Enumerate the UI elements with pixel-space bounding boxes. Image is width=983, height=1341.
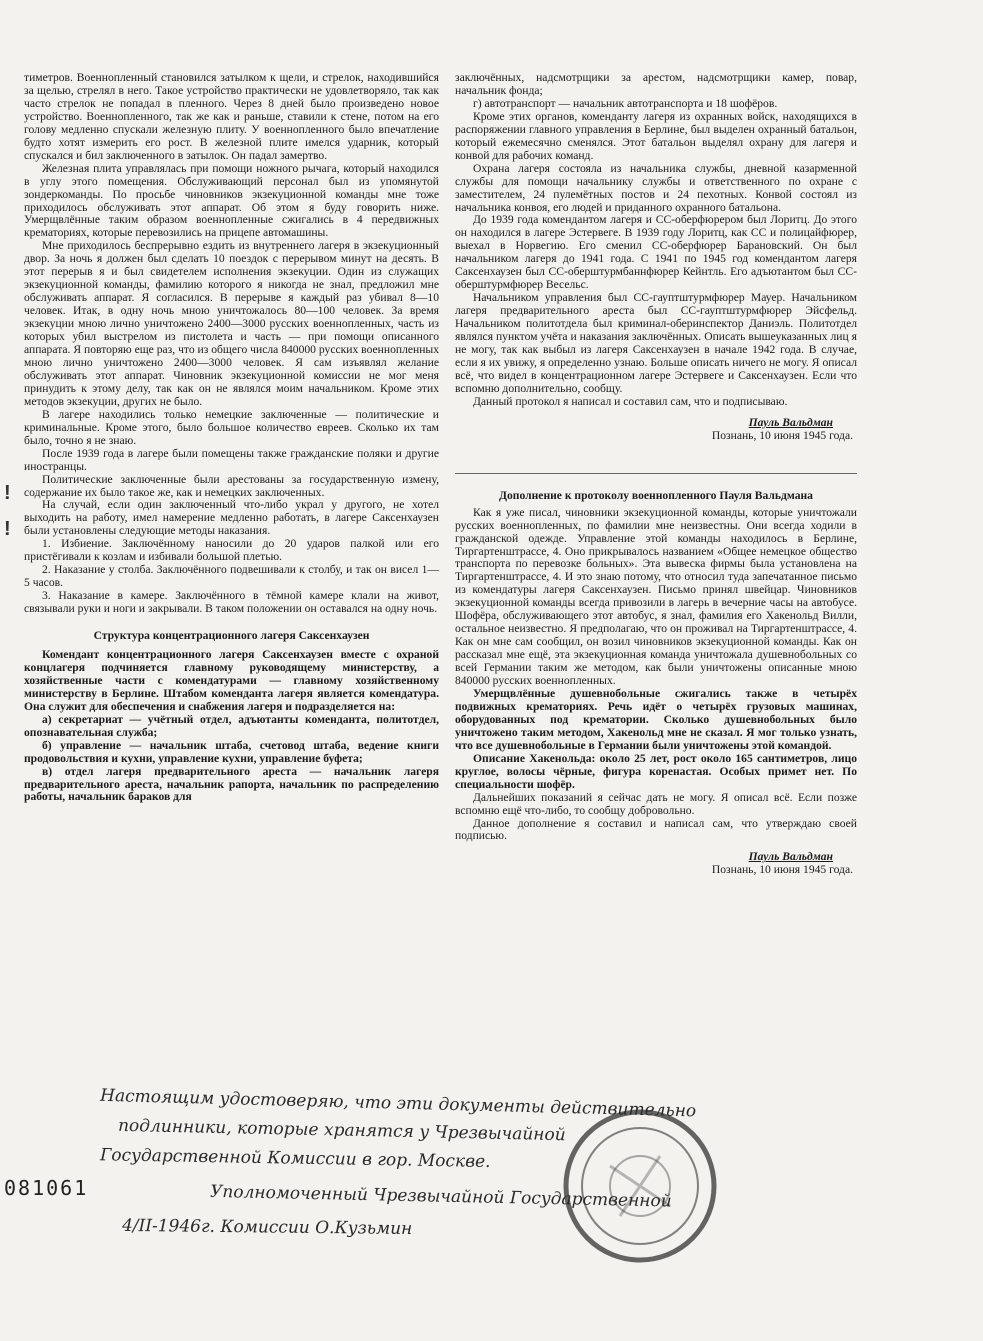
handwritten-certification-line: подлинники, которые хранятся у Чрезвычайной xyxy=(117,1115,566,1146)
paragraph: Политические заключенные были арестованы за государственную измену, содержание их было такое же, как и немецких заключенных. xyxy=(24,472,439,499)
paragraph: Комендант концентрационного лагеря Саксенхаузен вместе с охраной концлагеря подчиняется главному руководящему министерству, а хозяйственные части с комендатурами — главному хозяйственному министерству в Берлине. Штабом коменданта лагеря является комендатура. Она служит для обеспечения и снабжения лагеря и подразделяется на: xyxy=(24,647,439,713)
margin-mark: ! xyxy=(4,482,11,504)
paragraph: б) управление — начальник штаба, счетовод штаба, ведение книги продовольствия и кухни, управление кухни, управление буфета; xyxy=(24,738,439,765)
paragraph: Железная плита управлялась при помощи ножного рычага, который находился в углу этого помещения. Обслуживающий персонал был из упомянутой зондеркоманды. По просьбе чиновников экзекуционной команды мне тоже приходилось обслуживать этот аппарат. Об этом я буду говорить ниже. Умерщвлённые таким образом военнопленные сжигались в 4 передвижных крематориях, которые перевозились на прицепе автомашины. xyxy=(24,161,439,240)
right-column xyxy=(455,72,857,877)
paragraph: 2. Наказание у столба. Заключённого подвешивали к столбу, и так он висел 1—5 часов. xyxy=(24,563,439,590)
handwritten-certification-line: 4/II-1946г. Комиссии О.Кузьмин xyxy=(121,1215,413,1239)
paragraph: 1. Избиение. Заключённому наносили до 20 ударов палкой или его пристёгивали к козлам и избивали большой плетью. xyxy=(24,537,439,564)
paragraph: в) отдел лагеря предварительного ареста — начальник лагеря предварительного ареста, начальник рапорта, начальник по распределению работы, начальник бараков для xyxy=(24,764,439,804)
paragraph: Данный протокол я написал и составил сам, что и подписываю. xyxy=(473,394,788,408)
paragraph: г) автотранспорт — начальник автотранспорта и 18 шофёров. xyxy=(473,96,778,110)
paragraph: 3. Наказание в камере. Заключённого в тёмной камере клали на живот, связывали руки и ноги и закрывали. В таком положении он оставался на одну ночь. xyxy=(24,589,439,616)
signature-place-date: Познань, 10 июня 1945 года. xyxy=(711,428,853,442)
paragraph: Как я уже писал, чиновники экзекуционной команды, которые уничтожали русских военнопленных, по фамилии мне неизвестны. Они всегда ходили в гражданской одежде. Управление этой команды находилось в Берлине, Тиргартенштрассе, 4. Оно прикрывалось названием «Общее немецкое общество транспорта по перевозке больных». Эта вывеска фирмы была установлена на Тиргартенштрассе, 4. И это знаю потому, что относил туда запечатанное письмо из комендатуры лагеря Саксенхаузен. Письмо принял швейцар. Чиновников экзекуционной команды всегда привозили в лагерь в вечерние часы на автобусе. Шофёра, обслуживающего этот автобус, я знал, фамилия его Хакенольд Вилли, остальное неизвестно. Я предполагаю, что он проживал на Тиргартенштрассе, 4. Как он мне сам сообщил, он возил чиновников экзекуционной команды. Как он рассказал мне ещё, эта экзекуционная команда уничтожала душевнобольных со всей Германии таким же методом, как были уничтожены описанные мною 840000 русских военнопленных. xyxy=(455,505,857,688)
handwritten-certification-line: Уполномоченный Чрезвычайной Государственной xyxy=(209,1181,672,1212)
handwritten-certification-line: Настоящим удостоверяю, что эти документы действительно xyxy=(99,1085,697,1122)
section-heading: Структура концентрационного лагеря Саксенхаузен xyxy=(93,629,370,643)
signature: Пауль Вальдман xyxy=(748,850,833,864)
paragraph: Данное дополнение я составил и написал сам, что утверждаю своей подписью. xyxy=(455,816,857,843)
paragraph: В лагере находились только немецкие заключенные — политические и криминальные. Кроме этого, было большое количество евреев. Сколько их там было, точно я не знаю. xyxy=(24,407,439,447)
paragraph: Умерщвлённые душевнобольные сжигались также в четырёх подвижных крематориях. Речь идёт о четырёх грузовых машинах, оборудованных под крематории. Сколько душевнобольных было уничтожено таким методом, Хакенольд мне не сказал. Я мог только узнать, что все душевнобольные в Германии были уничтожены этой командой. xyxy=(455,686,857,752)
signature: Пауль Вальдман xyxy=(748,415,833,429)
paragraph: а) секретариат — учётный отдел, адъютанты коменданта, политотдел, опознавательная служба; xyxy=(24,712,439,739)
paragraph: Мне приходилось беспрерывно ездить из внутреннего лагеря в экзекуционный двор. За ночь я должен был сделать 10 поездок с перерывом минут на десять. В этот перерыв я и был свидетелем исполнения экзекуции. Один из служащих экзекуционной команды, фамилию которого я никогда не знал, предложил мне обслуживать аппарат. Я согласился. В перерыве я каждый раз убивал 8—10 человек. Итак, в одну ночь мною уничтожалось 80—100 человек. За время экзекуции мною лично уничтожено 2400—3000 русских военнопленных, часть из которых убил выстрелом из пистолета и часть — при помощи описанного аппарата. Я повторяю еще раз, что из общего числа 840000 русских военнопленных мною лично уничтожено 2400—3000 человек. Я сам изъявлял желание обслуживать этот аппарат. Чиновник экзекуционной комиссии не мог меня принудить к этому делу, так как он не являлся моим начальником. Кроме этих методов экзекуции, других не было. xyxy=(24,239,439,408)
paragraph: Кроме этих органов, коменданту лагеря из охранных войск, находящихся в распоряжении главного управления в Берлине, был выделен охранный батальон, который ежемесячно сменялся. Этот батальон выделял охрану для лагеря и конвой для рабочих команд. xyxy=(455,109,857,162)
left-column xyxy=(24,72,439,804)
paragraph: тиметров. Военнопленный становился затылком к щели, и стрелок, находившийся за щелью, стрелял в него. Такое устройство практически не удовлетворяло, так как часто стрелок не попадал в пленного. Через 8 дней было произведено новое устройство. Военнопленного, так же как и раньше, ставили к стене, потом на его голову медленно спускали железную плиту. У военнопленного было впечатление будто хотят измерить его рост. В железной плите имелся ударник, который спускался и бил заключенного в затылок. Он падал замертво. xyxy=(24,71,439,162)
paragraph: На случай, если один заключенный что-либо украл у другого, не хотел выходить на работу, имел намерение медленно работать, в лагере Саксенхаузен были установлены следующие методы наказания. xyxy=(24,498,439,538)
archive-document-number: 081061 xyxy=(4,1176,89,1200)
signature-place-date: Познань, 10 июня 1945 года. xyxy=(711,863,853,877)
paragraph: После 1939 года в лагере были помещены также гражданские поляки и другие иностранцы. xyxy=(24,446,439,473)
handwritten-certification-line: Государственной Комиссии в гор. Москве. xyxy=(99,1145,491,1173)
divider xyxy=(455,473,857,474)
addendum-bold-section xyxy=(455,688,857,792)
addendum-heading: Дополнение к протоколу военнопленного Пауля Вальдмана xyxy=(499,488,813,502)
paragraph: Начальником управления был СС-гауптштурмфюрер Мауер. Начальником лагеря предварительного ареста был СС-гауптштурмфюрер Эйсфельд. Начальником политотдела был криминал-оберинспектор Даниэль. Политотдел являлся пунктом учёта и наказания заключённых. Описать вышеуказанных лиц я не могу, так как выбыл из лагеря Саксенхаузен в начале 1942 года. В случае, если я их увижу, я определенно узнаю. Больше описать ничего не могу. Я описал всё, что видел в концентрационном лагере Эстервеге и Саксенхаузен. Если что вспомню дополнительно, сообщу. xyxy=(455,291,857,395)
paragraph: Дальнейших показаний я сейчас дать не могу. Я описал всё. Если позже вспомню ещё что-либо, то сообщу добровольно. xyxy=(455,790,857,817)
paragraph: Охрана лагеря состояла из начальника службы, дневной казарменной службы для помощи начальнику службы и ответственного по охране с заместителем, 24 пулемётных постов и 24 пехотных. Конвой состоял из начальника конвоя, его людей и приданного охранного батальона. xyxy=(455,161,857,214)
structure-section xyxy=(24,649,439,804)
paragraph: До 1939 года комендантом лагеря и СС-оберфюрером был Лоритц. До этого он находился в лагере Эстервеге. В 1939 году Лоритц, как СС и полицайфюрер, выехал в Норвегию. Его сменил СС-оберфюрер Барановский. Он был начальником лагеря до 1941 года. С 1941 по 1945 год комендантом лагеря Саксенхаузен был СС-оберштурмбаннфюрер Кейнтль. Его адъютантом был СС-оберштурмфюрер Весельс. xyxy=(455,213,857,292)
paragraph: Описание Хакенольда: около 25 лет, рост около 165 сантиметров, лицо круглое, волосы чёрные, фигура коренастая. Особых примет нет. По специальности шофёр. xyxy=(455,751,857,791)
margin-mark: ! xyxy=(4,518,11,540)
paragraph: заключённых, надсмотрщики за арестом, надсмотрщики камер, повар, начальник фонда; xyxy=(455,71,857,97)
